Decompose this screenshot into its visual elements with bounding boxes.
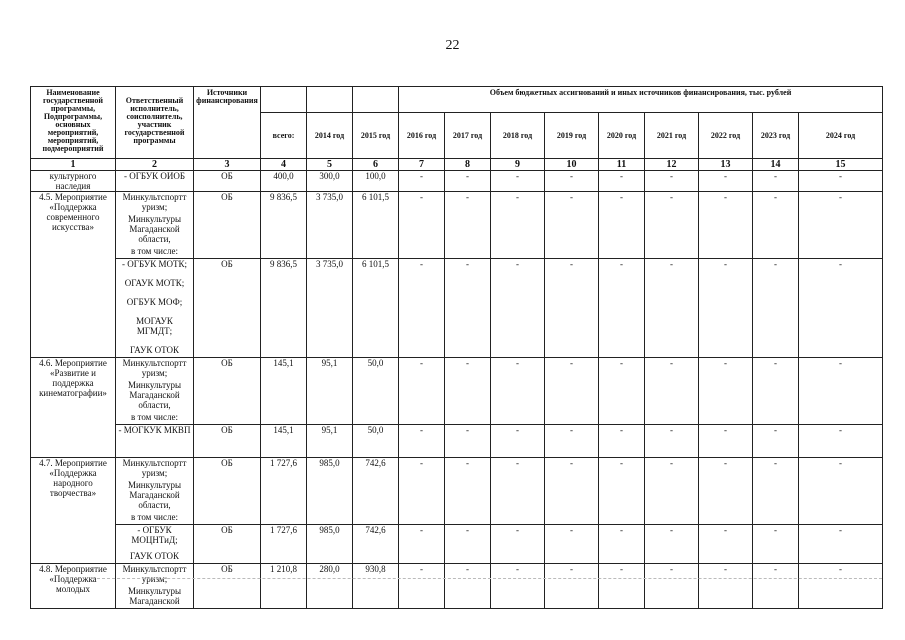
row-2015: 50,0: [353, 358, 399, 425]
row-2016: -: [399, 192, 445, 259]
row-2022: -: [699, 458, 753, 525]
row-2022: -: [699, 425, 753, 458]
row-2020: -: [599, 259, 645, 358]
row-2015: 742,6: [353, 458, 399, 525]
row-2014: 95,1: [307, 358, 353, 425]
row-2018: -: [491, 525, 545, 564]
row-2022: -: [699, 259, 753, 358]
row-2023: -: [753, 358, 799, 425]
executor-name: - ОГБУК МОЦНТиД;: [131, 525, 178, 545]
row-2016: -: [399, 259, 445, 358]
row-2017: -: [445, 171, 491, 192]
row-2016: -: [399, 171, 445, 192]
row-2021: -: [645, 564, 699, 609]
row-2018: -: [491, 358, 545, 425]
row-total: 145,1: [261, 358, 307, 425]
column-number: 13: [699, 159, 753, 171]
row-2017: -: [445, 259, 491, 358]
row-2020: -: [599, 525, 645, 564]
row-source: ОБ: [194, 192, 261, 259]
row-responsible-ministry-culture: Минкультуры Магаданской области,: [127, 380, 182, 410]
header-year-2023: 2023 год: [753, 113, 799, 159]
row-2024: -: [799, 564, 883, 609]
row-responsible-list: [116, 259, 194, 358]
header-year-2024: 2024 год: [799, 113, 883, 159]
row-2024: -: [799, 358, 883, 425]
table-row: [31, 425, 883, 458]
column-number: 10: [545, 159, 599, 171]
row-2020: -: [599, 192, 645, 259]
header-total: всего:: [261, 113, 307, 159]
row-source: ОБ: [194, 564, 261, 609]
row-responsible-ministry: Минкультспортт уризм;: [122, 358, 187, 378]
row-2024: -: [799, 458, 883, 525]
table-row: [31, 564, 883, 609]
column-number: 12: [645, 159, 699, 171]
row-2022: -: [699, 192, 753, 259]
row-name: 4.8. Мероприятие «Поддержка молодых: [31, 564, 116, 609]
row-2016: -: [399, 564, 445, 609]
row-source: ОБ: [194, 525, 261, 564]
row-2022: -: [699, 564, 753, 609]
row-responsible: [116, 458, 194, 525]
header-year-2016: 2016 год: [399, 113, 445, 159]
row-responsible-ministry-culture: Минкультуры Магаданской: [127, 586, 182, 606]
header-volume: Объем бюджетных ассигнований и иных источников финансирования, тыс. рублей: [399, 87, 883, 113]
row-2021: -: [645, 259, 699, 358]
column-number: 9: [491, 159, 545, 171]
row-2023: -: [753, 192, 799, 259]
row-2023: -: [753, 425, 799, 458]
row-responsible-ministry: Минкультспортт уризм;: [122, 564, 187, 584]
executor-name: - ОГБУК МОТК;: [122, 259, 187, 269]
column-number: 14: [753, 159, 799, 171]
row-2017: -: [445, 358, 491, 425]
row-2019: -: [545, 564, 599, 609]
row-responsible: - МОГКУК МКВП: [116, 425, 194, 458]
row-2024: -: [799, 192, 883, 259]
row-total: 400,0: [261, 171, 307, 192]
page-number: 22: [445, 38, 460, 53]
row-responsible-including: в том числе:: [131, 246, 178, 256]
row-responsible-ministry-culture: Минкультуры Магаданской области,: [127, 480, 182, 510]
footer-divider: [92, 578, 882, 579]
row-responsible-including: в том числе:: [131, 412, 178, 422]
header-year-2019: 2019 год: [545, 113, 599, 159]
row-2024: -: [799, 525, 883, 564]
row-2017: -: [445, 458, 491, 525]
row-responsible-ministry-culture: Минкультуры Магаданской области,: [127, 214, 182, 244]
row-2020: -: [599, 358, 645, 425]
row-source: ОБ: [194, 171, 261, 192]
row-2014: 985,0: [307, 525, 353, 564]
row-2020: -: [599, 425, 645, 458]
budget-table: [30, 86, 883, 609]
row-2015: 6 101,5: [353, 259, 399, 358]
row-total: 145,1: [261, 425, 307, 458]
row-2017: -: [445, 425, 491, 458]
row-2016: -: [399, 425, 445, 458]
executor-name: ГАУК ОТОК: [130, 551, 179, 561]
row-2020: -: [599, 564, 645, 609]
row-name: 4.6. Мероприятие «Развитие и поддержка кинематографии»: [31, 358, 116, 458]
row-responsible-including: в том числе:: [131, 512, 178, 522]
header-blank-total: [261, 87, 307, 113]
row-2021: -: [645, 171, 699, 192]
table-row: [31, 458, 883, 525]
table-row: [31, 171, 883, 192]
row-2015: 930,8: [353, 564, 399, 609]
row-2019: -: [545, 425, 599, 458]
row-name: 4.5. Мероприятие «Поддержка современного искусства»: [31, 192, 116, 358]
column-number: 7: [399, 159, 445, 171]
row-2023: -: [753, 564, 799, 609]
column-number: 11: [599, 159, 645, 171]
table-row: [31, 358, 883, 425]
row-2022: -: [699, 171, 753, 192]
header-year-2014: 2014 год: [307, 113, 353, 159]
header-year-2021: 2021 год: [645, 113, 699, 159]
table-row: [31, 259, 883, 358]
row-2019: -: [545, 458, 599, 525]
header-name: Наименование государственной программы, Подпрограммы, основных мероприятий, мероприятий, подмероприятий: [31, 87, 116, 159]
row-2024: -: [799, 259, 883, 358]
header-year-2020: 2020 год: [599, 113, 645, 159]
executor-name: МОГАУК МГМДТ;: [136, 316, 173, 336]
row-2016: -: [399, 458, 445, 525]
row-2014: 300,0: [307, 171, 353, 192]
row-2023: -: [753, 259, 799, 358]
column-number: 3: [194, 159, 261, 171]
row-2017: -: [445, 525, 491, 564]
row-total: 1 727,6: [261, 458, 307, 525]
row-2019: -: [545, 259, 599, 358]
row-total: 9 836,5: [261, 259, 307, 358]
column-number: 6: [353, 159, 399, 171]
row-2020: -: [599, 458, 645, 525]
row-2021: -: [645, 192, 699, 259]
executor-name: ОГБУК МОФ;: [126, 297, 183, 307]
row-2015: 742,6: [353, 525, 399, 564]
row-2018: -: [491, 458, 545, 525]
row-2018: -: [491, 259, 545, 358]
row-responsible-ministry: Минкультспортт уризм;: [122, 458, 187, 478]
table-row: [31, 192, 883, 259]
column-number: 4: [261, 159, 307, 171]
row-2014: 280,0: [307, 564, 353, 609]
row-2016: -: [399, 525, 445, 564]
row-name: 4.7. Мероприятие «Поддержка народного творчества»: [31, 458, 116, 564]
row-2018: -: [491, 192, 545, 259]
header-year-2017: 2017 год: [445, 113, 491, 159]
header-year-2015: 2015 год: [353, 113, 399, 159]
column-number: 8: [445, 159, 491, 171]
row-2018: -: [491, 171, 545, 192]
row-total: 1 727,6: [261, 525, 307, 564]
row-total: 9 836,5: [261, 192, 307, 259]
row-2021: -: [645, 425, 699, 458]
row-2016: -: [399, 358, 445, 425]
header-year-2022: 2022 год: [699, 113, 753, 159]
header-blank-2014: [307, 87, 353, 113]
row-responsible: - ОГБУК ОИОБ: [116, 171, 194, 192]
executor-name: ГАУК ОТОК: [130, 345, 179, 355]
row-2014: 3 735,0: [307, 259, 353, 358]
table-row: [31, 525, 883, 564]
column-number: 15: [799, 159, 883, 171]
row-2015: 100,0: [353, 171, 399, 192]
row-2014: 3 735,0: [307, 192, 353, 259]
header-year-2018: 2018 год: [491, 113, 545, 159]
row-2022: -: [699, 525, 753, 564]
header-responsible: Ответственный исполнитель, соисполнитель, участник государственной программы: [116, 87, 194, 159]
row-2019: -: [545, 192, 599, 259]
row-responsible-ministry: Минкультспортт уризм;: [122, 192, 187, 212]
row-source: ОБ: [194, 458, 261, 525]
row-2019: -: [545, 171, 599, 192]
row-2023: -: [753, 525, 799, 564]
row-responsible: [116, 358, 194, 425]
row-2014: 985,0: [307, 458, 353, 525]
row-2024: -: [799, 425, 883, 458]
column-number: 5: [307, 159, 353, 171]
row-2018: -: [491, 564, 545, 609]
header-blank-2015: [353, 87, 399, 113]
row-source: ОБ: [194, 259, 261, 358]
row-2021: -: [645, 358, 699, 425]
row-2022: -: [699, 358, 753, 425]
column-number: 1: [31, 159, 116, 171]
row-2023: -: [753, 458, 799, 525]
row-2017: -: [445, 192, 491, 259]
row-2018: -: [491, 425, 545, 458]
row-responsible: [116, 192, 194, 259]
row-2019: -: [545, 358, 599, 425]
row-source: ОБ: [194, 425, 261, 458]
column-number: 2: [116, 159, 194, 171]
row-source: ОБ: [194, 358, 261, 425]
row-2015: 6 101,5: [353, 192, 399, 259]
row-2014: 95,1: [307, 425, 353, 458]
row-2021: -: [645, 458, 699, 525]
row-responsible-list: [116, 525, 194, 564]
row-responsible: [116, 564, 194, 609]
row-2021: -: [645, 525, 699, 564]
row-2017: -: [445, 564, 491, 609]
executor-name: ОГАУК МОТК;: [124, 278, 185, 288]
row-2015: 50,0: [353, 425, 399, 458]
row-2023: -: [753, 171, 799, 192]
row-2020: -: [599, 171, 645, 192]
row-name: культурного наследия: [31, 171, 116, 192]
row-2019: -: [545, 525, 599, 564]
header-sources: Источники финансирования: [194, 87, 261, 159]
row-total: 1 210,8: [261, 564, 307, 609]
row-2024: -: [799, 171, 883, 192]
